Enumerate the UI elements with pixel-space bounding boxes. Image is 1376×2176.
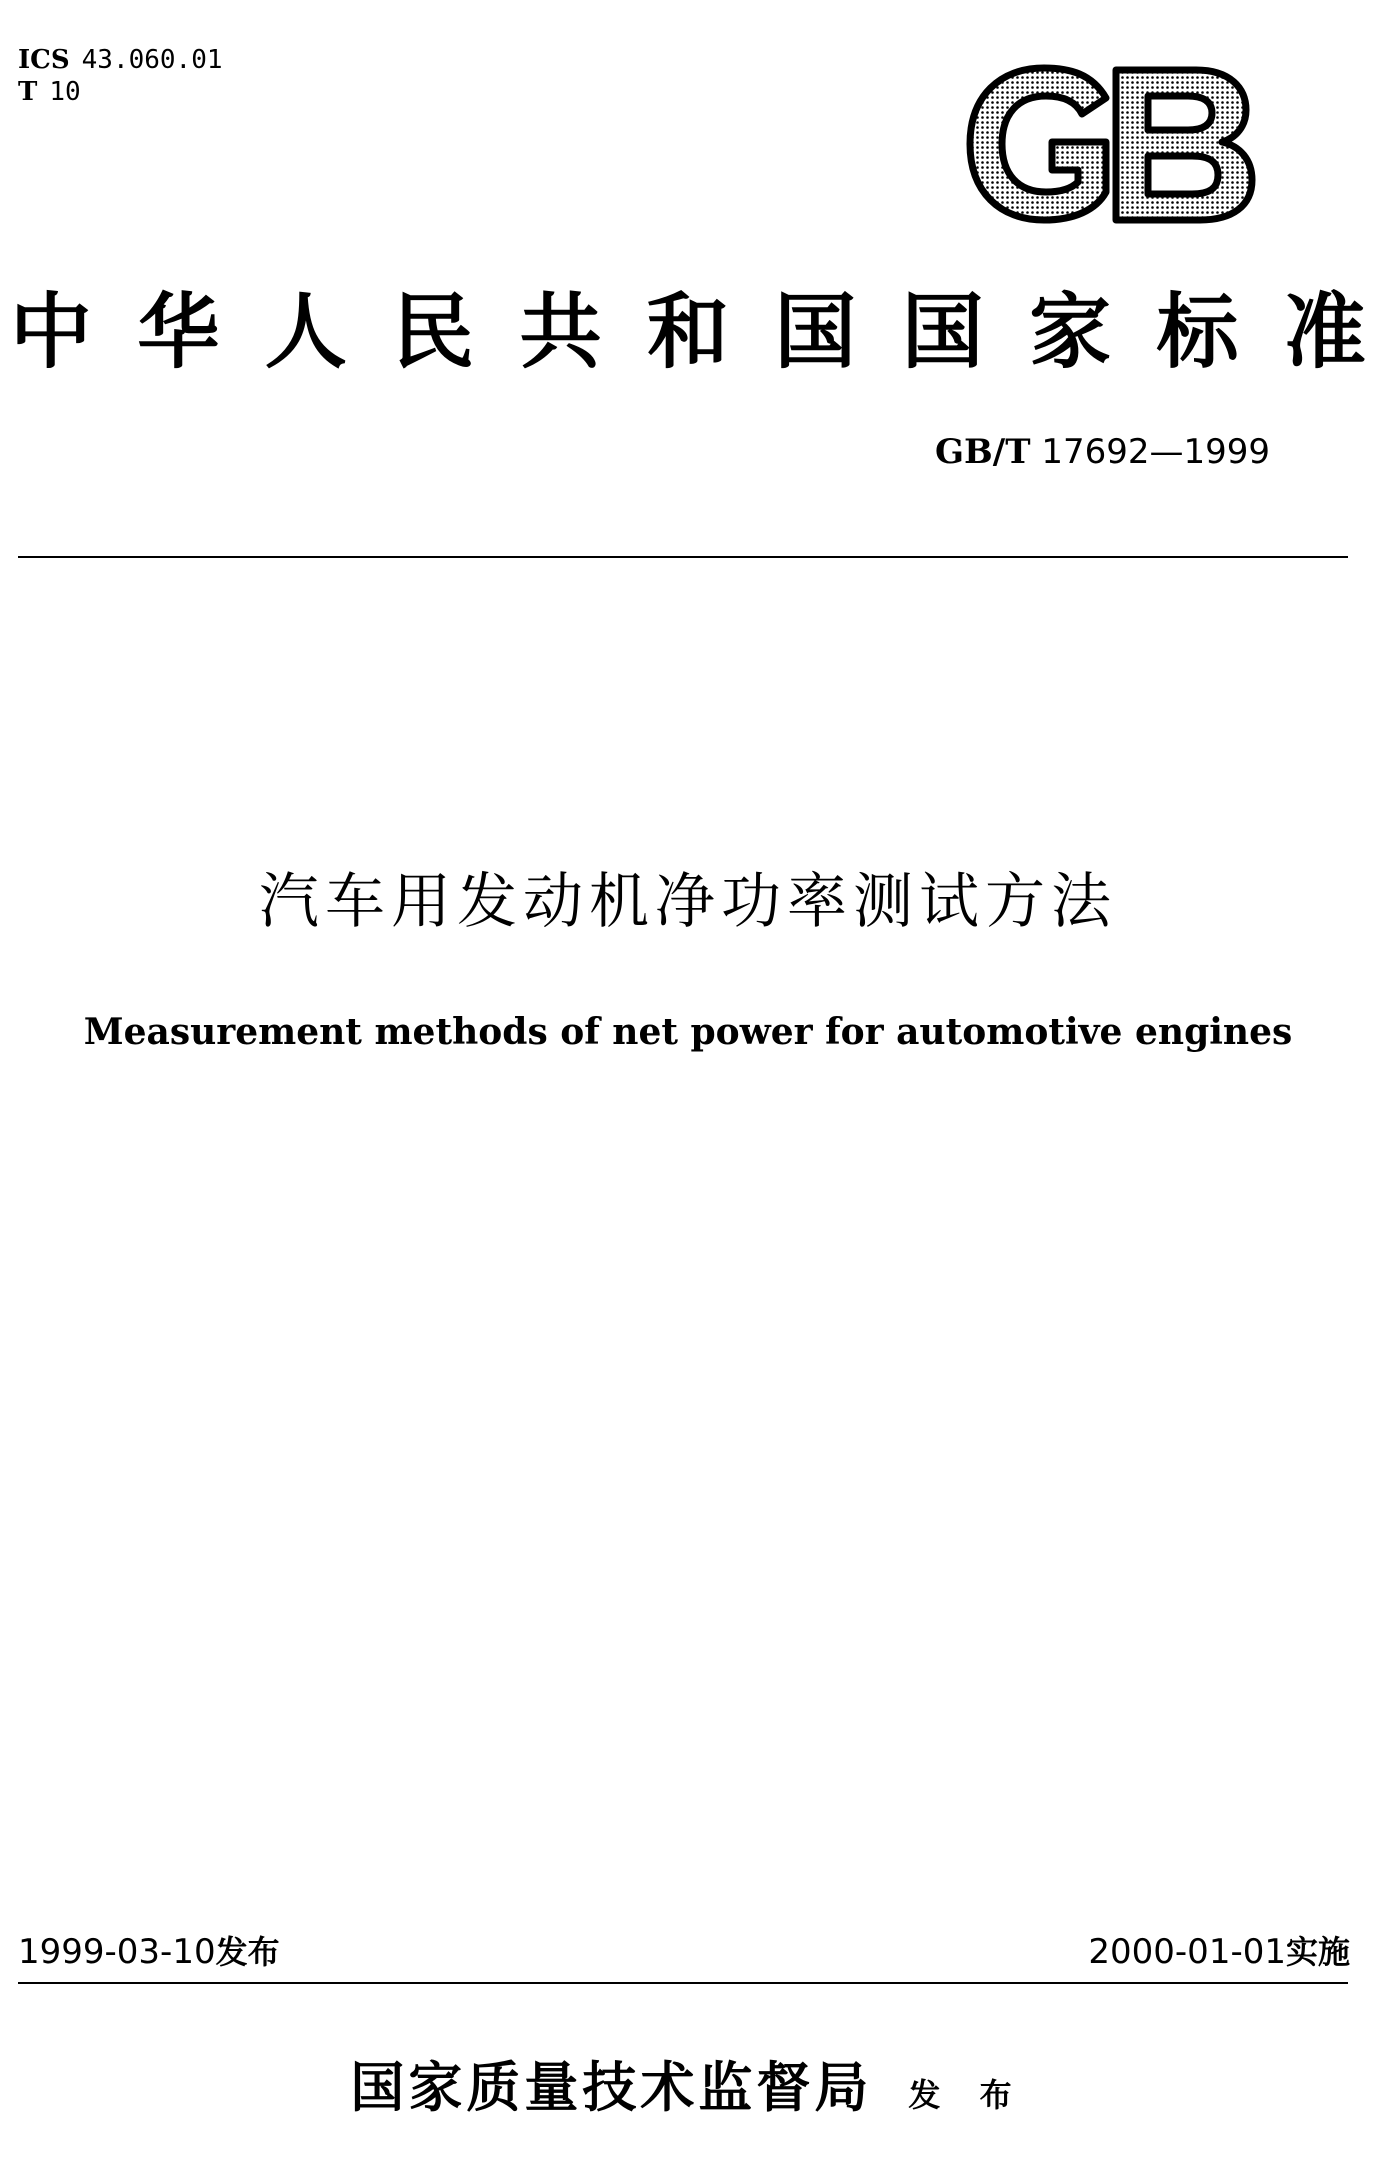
national-title-char: 家 <box>1029 285 1112 380</box>
national-title-char: 共 <box>519 285 602 380</box>
ics-label: ICS <box>18 45 70 75</box>
national-standard-title <box>10 278 1366 388</box>
ics-code: 43.060.01 <box>81 45 223 75</box>
logo-letter-g <box>970 68 1106 220</box>
header-divider <box>18 556 1348 558</box>
class-code: 10 <box>49 77 81 107</box>
logo-letter-b <box>1116 70 1252 220</box>
publish-action: 发 布 <box>908 2076 1026 2114</box>
issue-label: 发布 <box>215 1933 280 1971</box>
standard-code: 17692—1999 <box>1041 432 1270 472</box>
classification-codes <box>18 44 223 108</box>
issue-date-block <box>18 1930 280 1974</box>
standard-prefix: GB/T <box>935 432 1031 472</box>
class-label: T <box>18 77 38 107</box>
effective-date: 2000-01-01 <box>1088 1932 1286 1972</box>
national-title-char: 人 <box>264 285 347 380</box>
national-title-char: 准 <box>1283 285 1366 380</box>
national-title-char: 和 <box>646 285 729 380</box>
national-title-char: 标 <box>1156 285 1239 380</box>
title-english: Measurement methods of net power for automotive engines <box>83 1011 1293 1053</box>
title-chinese: 汽车用发动机净功率测试方法 <box>259 867 1117 937</box>
standard-number <box>935 432 1270 472</box>
ics-row <box>18 44 223 76</box>
effective-label: 实施 <box>1285 1933 1350 1971</box>
effective-date-block <box>1088 1930 1350 1974</box>
gb-logo <box>960 60 1256 230</box>
publisher-block <box>0 2052 1376 2136</box>
national-title-char: 华 <box>137 285 220 380</box>
issue-date: 1999-03-10 <box>18 1932 216 1972</box>
logo-text: GB <box>960 60 962 61</box>
national-title-char: 国 <box>774 285 857 380</box>
national-title-char: 国 <box>901 285 984 380</box>
class-row <box>18 76 223 108</box>
footer-divider <box>18 1982 1348 1984</box>
publisher-name: 国家质量技术监督局 <box>350 2055 873 2119</box>
national-title-char: 民 <box>392 285 475 380</box>
national-title-char: 中 <box>10 285 93 380</box>
